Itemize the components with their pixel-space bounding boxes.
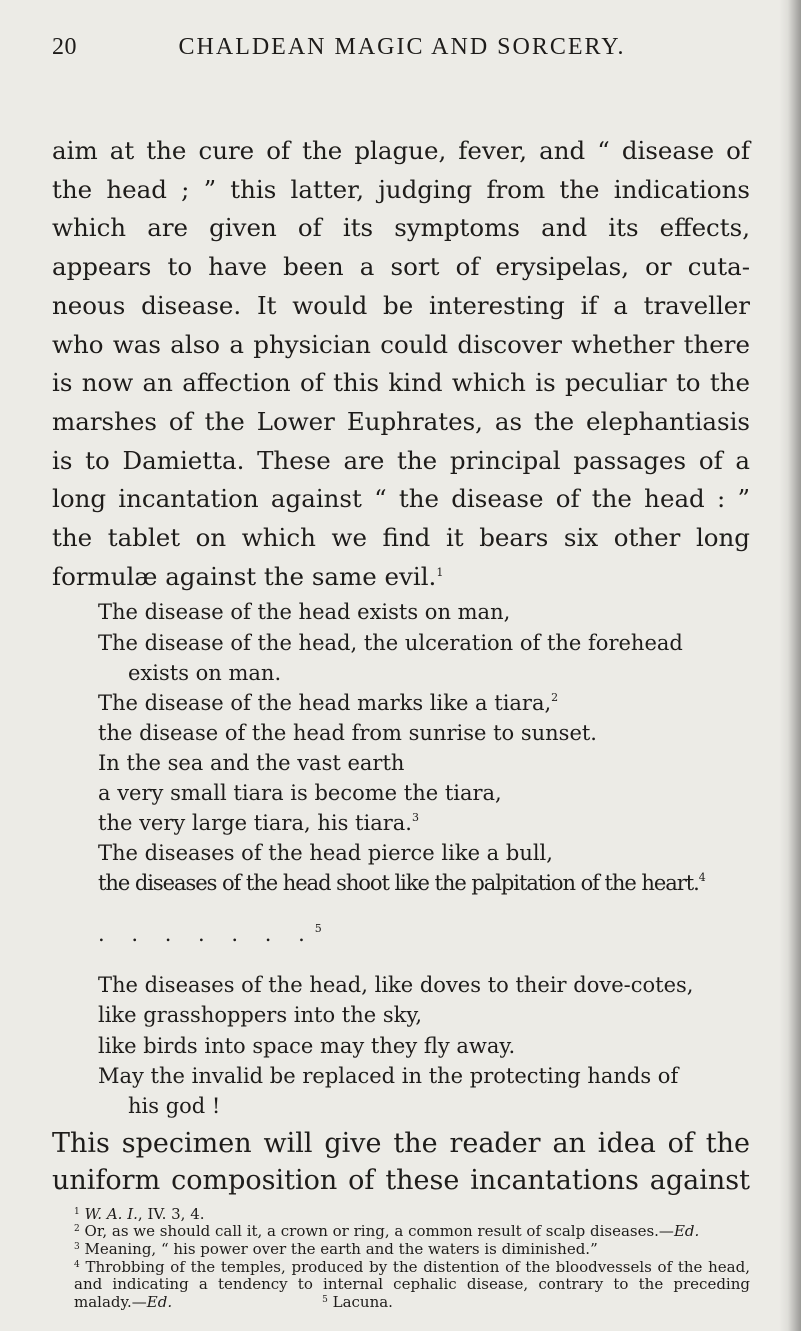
paragraph-line: the tablet on which we find it bears six other long <box>52 523 750 553</box>
paragraph-line: neous disease. It would be interesting if a traveller <box>52 290 750 320</box>
paragraph-line: the head ; ” this latter, judging from the indications <box>52 174 750 204</box>
footnote-2 <box>74 1223 750 1241</box>
footnote-editor: Ed. <box>673 1222 700 1241</box>
paragraph-line: is to Damietta. These are the principal passages of a <box>52 445 750 475</box>
footnote-number: 3 <box>74 1242 80 1253</box>
verse-line-text: The disease of the head marks like a tiara, <box>98 690 552 715</box>
paragraph-line: long incantation against “ the disease of the head : ” <box>52 484 750 514</box>
closing-line: This specimen will give the reader an idea of the <box>52 1127 750 1159</box>
verse-line: his god ! <box>128 1093 221 1118</box>
paragraph-line: who was also a physician could discover whether there <box>52 329 750 359</box>
footnote-ref: 5 <box>314 922 322 936</box>
verse-line <box>98 808 750 838</box>
footnote-text: Or, as we should call it, a crown or ring, a common result of scalp diseases.— <box>84 1222 674 1241</box>
paragraph-line: marshes of the Lower Euphrates, as the elephantiasis <box>52 406 750 436</box>
page-body <box>52 132 750 1311</box>
verse-line-text: the diseases of the head shoot like the palpitation of the heart. <box>98 871 699 896</box>
page-number: 20 <box>52 34 77 60</box>
footnote-text: Lacuna. <box>332 1292 393 1311</box>
verse-line: The diseases of the head pierce like a bull, <box>98 841 553 866</box>
verse-line: The disease of the head exists on man, <box>98 600 511 625</box>
footnote-text: Meaning, “ his power over the earth and the waters is diminished.” <box>84 1240 598 1259</box>
footnote-number: 1 <box>74 1206 80 1217</box>
verse-line: like birds into space may they fly away. <box>98 1033 516 1058</box>
paragraph-line: is now an affection of this kind which is peculiar to the <box>52 368 750 398</box>
footnote-ref: 1 <box>436 565 444 579</box>
footnotes <box>52 1206 750 1312</box>
verse-line: In the sea and the vast earth <box>98 750 405 775</box>
paragraph-line: which are given of its symptoms and its effects, <box>52 213 750 243</box>
verse-line-text: the very large tiara, his tiara. <box>98 811 412 836</box>
footnote-text: Throbbing of the temples, produced by the distention of the bloodvessels of the head, and indicating a tendency to internal cephalic disease, contrary to the preceding malady.— <box>74 1257 750 1311</box>
verse-line <box>98 688 750 718</box>
footnote-4 <box>74 1259 750 1312</box>
verse-line: exists on man. <box>128 660 282 685</box>
footnote-number: 2 <box>74 1224 80 1235</box>
footnote-source: W. A. I. <box>84 1204 138 1223</box>
verse-line: a very small tiara is become the tiara, <box>98 781 502 805</box>
paragraph-line: appears to have been a sort of erysipelas, or cuta- <box>52 252 750 282</box>
footnote-text: , IV. 3, 4. <box>137 1204 205 1223</box>
page-header <box>52 34 752 68</box>
verse-line <box>98 868 750 898</box>
paragraph <box>52 132 750 596</box>
lacuna-marker <box>98 919 750 949</box>
footnote-ref: 2 <box>551 690 559 704</box>
closing-paragraph <box>52 1125 750 1200</box>
footnote-3 <box>74 1241 750 1259</box>
verse-line: The diseases of the head, like doves to their dove-cotes, <box>98 973 694 998</box>
page-edge-shadow <box>779 0 801 1331</box>
footnote-editor: Ed. <box>146 1292 173 1311</box>
verse-line: like grasshoppers into the sky, <box>98 1003 423 1028</box>
paragraph-line-last <box>52 558 750 597</box>
lacuna-dots: . . . . . . . <box>98 922 315 947</box>
footnote-ref: 4 <box>698 871 705 885</box>
footnote-number: 4 <box>74 1259 80 1270</box>
footnote-ref: 3 <box>411 811 419 825</box>
paragraph-line: aim at the cure of the plague, fever, and “ disease of <box>52 136 750 165</box>
incantation-verse <box>52 597 750 1120</box>
footnote-number: 5 <box>322 1294 328 1305</box>
verse-line: the disease of the head from sunrise to sunset. <box>98 720 597 745</box>
paragraph-last-text: formulæ against the same evil. <box>52 561 437 591</box>
running-head: CHALDEAN MAGIC AND SORCERY. <box>178 34 626 60</box>
verse-line: The disease of the head, the ulceration of the forehead <box>98 630 683 655</box>
closing-line: uniform composition of these incantations against <box>52 1165 750 1197</box>
footnote-1 <box>74 1206 750 1224</box>
verse-line: May the invalid be replaced in the protecting hands of <box>98 1063 679 1088</box>
